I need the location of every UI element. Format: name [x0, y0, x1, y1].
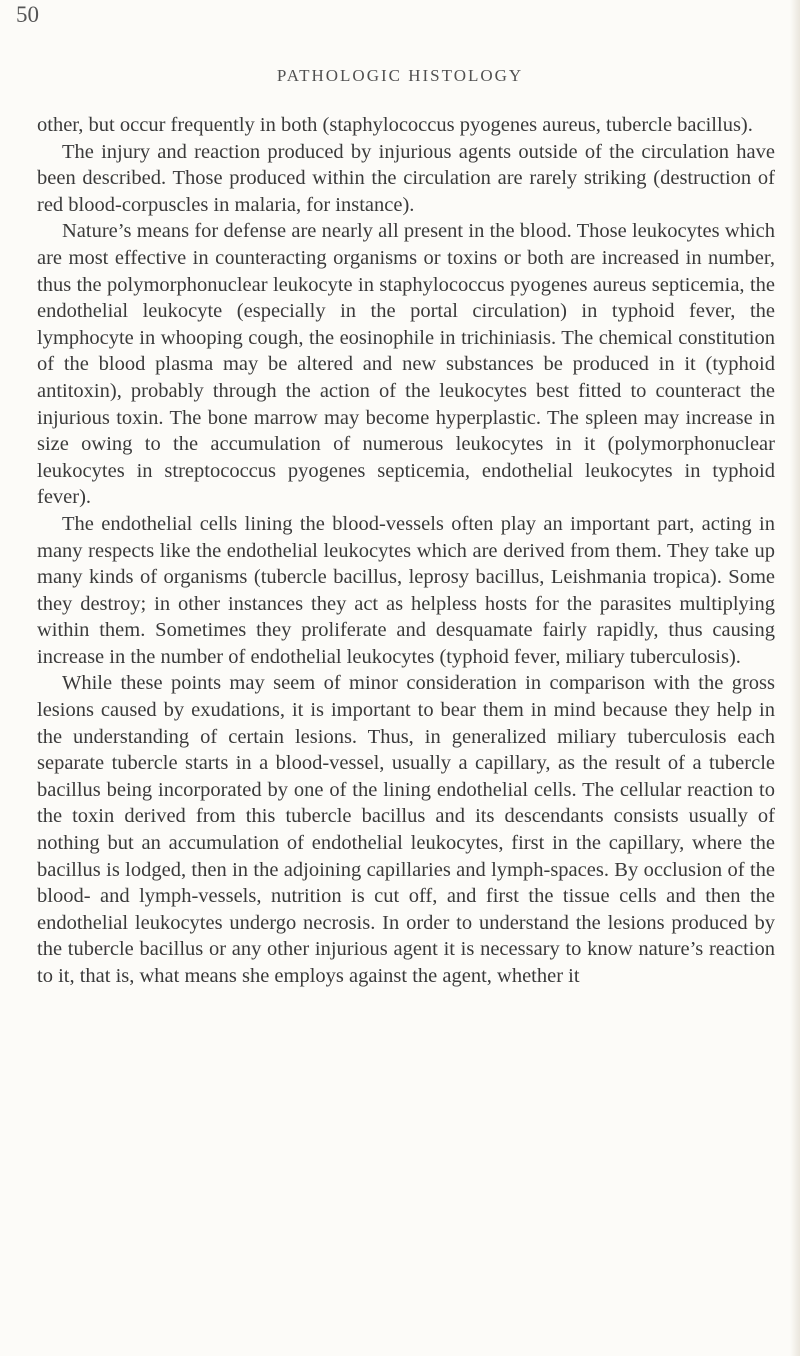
paragraph-continuation: other, but occur frequently in both (staphylococcus pyogenes aureus, tubercle bacillus). — [37, 114, 753, 136]
paragraph-injury-reaction: The injury and reaction produced by injurious agents outside of the circulation have been described. Those produced within the circulation are rarely striking (destruction of red blood-corpuscles in malaria, for instance). — [37, 140, 775, 216]
paragraph-endothelial-cells: The endothelial cells lining the blood-vessels often play an important part, acting in many respects like the endothelial leukocytes which are derived from them. They take up many kinds of organisms (tubercle bacillus, leprosy bacillus, Leishmania tropica). Some they destroy; in other instances they act as helpless hosts for the parasites multiplying within them. Sometimes they proliferate and desquamate fairly rapidly, thus causing increase in the number of endothelial leukocytes (typhoid fever, miliary tuberculosis). — [37, 512, 775, 668]
page-number: 50 — [16, 2, 39, 27]
paragraph-natures-defense: Nature’s means for defense are nearly all present in the blood. Those leukocytes which are most effective in counteracting organisms or toxins or both are increased in number, thus the polymorphonuclear leukocyte in staphylococcus pyogenes aureus septicemia, the endothelial leukocyte (especially in the portal circulation) in typhoid fever, the lymphocyte in whooping cough, the eosinophile in trichiniasis. The chemical constitution of the blood plasma may be altered and new substances be produced in it (typhoid antitoxin), probably through the action of the leukocytes best fitted to counteract the injurious toxin. The bone marrow may become hyperplastic. The spleen may increase in size owing to the accumulation of numerous leukocytes in it (polymorphonuclear leukocytes in streptococcus pyogenes septicemia, endothelial leukocytes in typhoid fever). — [37, 220, 775, 509]
body-text — [37, 112, 775, 990]
paragraph-miliary-tuberculosis: While these points may seem of minor consideration in comparison with the gross lesions caused by exudations, it is important to bear them in mind because they help in the understanding of certain lesions. Thus, in generalized miliary tuberculosis each separate tubercle starts in a blood-vessel, usually a capillary, as the result of a tubercle bacillus being incorporated by one of the lining endothelial cells. The cellular reaction to the toxin derived from this tubercle bacillus and its descendants consists usually of nothing but an accumulation of endothelial leukocytes, first in the capillary, where the bacillus is lodged, then in the adjoining capillaries and lymph-spaces. By occlusion of the blood- and lymph-vessels, nutrition is cut off, and first the tissue cells and then the endothelial leukocytes undergo necrosis. In order to understand the lesions produced by the tubercle bacillus or any other injurious agent it is necessary to know nature’s reaction to it, that is, what means she employs against the agent, whether it — [37, 672, 775, 987]
running-head: PATHOLOGIC HISTOLOGY — [276, 66, 524, 85]
page-edge-shadow — [790, 0, 800, 1356]
